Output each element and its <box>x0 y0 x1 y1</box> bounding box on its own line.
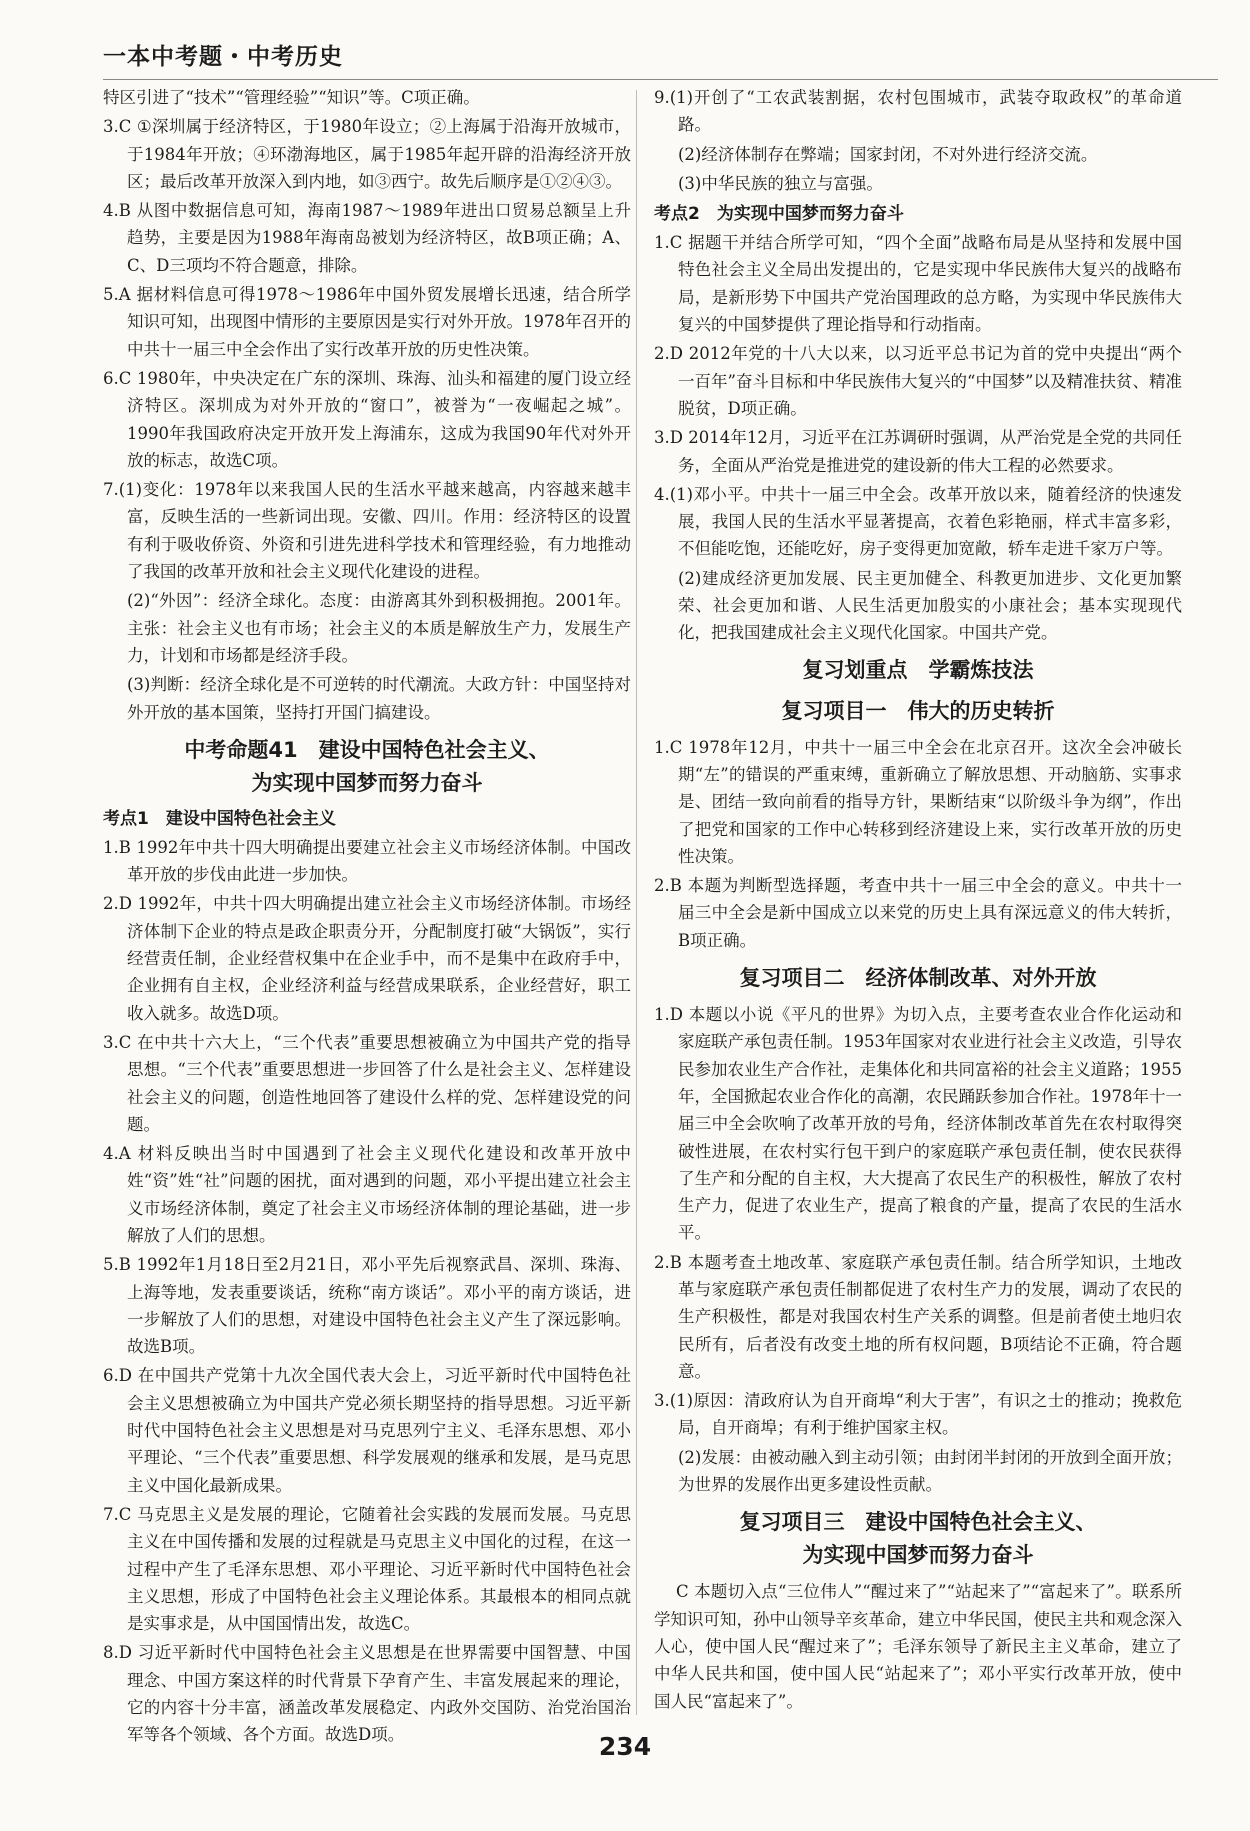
answer-item: 9.(1)开创了“工农武装割据，农村包围城市，武装夺取政权”的革命道路。 <box>654 88 1182 135</box>
answer-subitem: (2)建成经济更加发展、民主更加健全、科教更加进步、文化更加繁荣、社会更加和谐、人民生活更加殷实的小康社会；基本实现现代化，把我国建成社会主义现代化国家。中国共产党。 <box>678 568 1182 643</box>
answer-item: 7.C 马克思主义是发展的理论，它随着社会实践的发展而发展。马克思主义在中国传播和发展的过程就是马克思主义中国化的过程，在这一过程中产生了毛泽东思想、邓小平理论、习近平新时代中国特色社会主义思想，形成了中国特色社会主义理论体系。其最根本的相同点就是实事求是，从中国国情出发，故选C。 <box>103 1504 631 1634</box>
section-title-line-1: 中考命题41 建设中国特色社会主义、 <box>184 737 550 762</box>
answer-item: 1.C 据题干并结合所学可知，“四个全面”战略布局是从坚持和发展中国特色社会主义全局出发提出的，它是实现中华民族伟大复兴的战略布局，是新形势下中国共产党治国理政的总方略，为实现中华民族伟大复兴的中国梦提供了理论指导和行动指南。 <box>654 233 1182 335</box>
answer-item: 4.A 材料反映出当时中国遇到了社会主义现代化建设和改革开放中姓“资”姓“社”问题的困扰，面对遇到的问题，邓小平提出建立社会主义市场经济体制，奠定了社会主义市场经济体制的理论基础，进一步解放了人们的思想。 <box>103 1144 631 1245</box>
left-column <box>103 84 631 1751</box>
answer-item: 4.B 从图中数据信息可知，海南1987～1989年进出口贸易总额呈上升趋势，主要是因为1988年海南岛被划为经济特区，故B项正确；A、C、D三项均不符合题意，排除。 <box>103 201 631 275</box>
page-header-title: 一本中考题・中考历史 <box>103 44 343 70</box>
answer-item: 8.D 习近平新时代中国特色社会主义思想是在世界需要中国智慧、中国理念、中国方案这样的时代背景下孕育产生、丰富发展起来的理论，它的内容十分丰富，涵盖改革发展稳定、内政外交国防、治党治国治军等各个领域、各个方面。故选D项。 <box>103 1643 631 1745</box>
answer-item: 3.(1)原因：清政府认为自开商埠“利大于害”，有识之士的推动；挽救危局，自开商埠；有利于维护国家主权。 <box>654 1391 1182 1438</box>
answer-item: 2.D 1992年，中共十四大明确提出建立社会主义市场经济体制。市场经济体制下企业的特点是政企职责分开，分配制度打破“大锅饭”，实行经营责任制，企业经营权集中在企业手中，而不是集中在政府手中，企业拥有自主权，企业经济利益与经营成果联系，企业经营好，职工收入就多。故选D项。 <box>103 894 631 1023</box>
answer-item: 1.C 1978年12月，中共十一届三中全会在北京召开。这次全会冲破长期“左”的错误的严重束缚，重新确立了解放思想、开动脑筋、实事求是、团结一致向前看的指导方针，果断结束“以阶级斗争为纲”，作出了把党和国家的工作中心转移到经济建设上来，实行改革开放的历史性决策。 <box>654 737 1182 866</box>
topic-heading: 考点1 建设中国特色社会主义 <box>103 808 336 829</box>
column-divider <box>636 90 637 1715</box>
answer-item: 4.(1)邓小平。中共十一届三中全会。改革开放以来，随着经济的快速发展，我国人民的生活水平显著提高，衣着色彩艳丽，样式丰富多彩，不但能吃饱，还能吃好，房子变得更加宽敞，轿车走进千家万户等。 <box>654 484 1182 559</box>
answer-item: 5.A 据材料信息可得1978～1986年中国外贸发展增长迅速，结合所学知识可知，出现图中情形的主要原因是实行对外开放。1978年召开的中共十一届三中全会作出了实行改革开放的历史性决策。 <box>103 285 631 359</box>
review-project-title: 复习项目一 伟大的历史转折 <box>781 698 1055 723</box>
section-title <box>103 734 631 800</box>
answer-item: 7.(1)变化：1978年以来我国人民的生活水平越来越高，内容越来越丰富，反映生活的一些新词出现。安徽、四川。作用：经济特区的设置有利于吸收侨资、外资和引进先进科学技术和管理经验，有力地推动了我国的改革开放和社会主义现代化建设的进程。 <box>103 480 631 582</box>
answer-item: 3.C 在中共十六大上，“三个代表”重要思想被确立为中国共产党的指导思想。“三个代表”重要思想进一步回答了什么是社会主义、怎样建设社会主义的问题，创造性地回答了建设什么样的党、怎样建设党的问题。 <box>103 1032 631 1134</box>
review-project-title <box>654 1506 1182 1572</box>
answer-item: 2.B 本题为判断型选择题，考查中共十一届三中全会的意义。中共十一届三中全会是新中国成立以来党的历史上具有深远意义的伟大转折，B项正确。 <box>654 876 1182 950</box>
answer-item: 2.B 本题考查土地改革、家庭联产承包责任制。结合所学知识，土地改革与家庭联产承包责任制都促进了农村生产力的发展，调动了农民的生产积极性，都是对我国农村生产关系的调整。但是前者使土地归农民所有，后者没有改变土地的所有权问题，B项结论不正确，符合题意。 <box>654 1252 1182 1381</box>
answer-item: 3.C ①深圳属于经济特区，于1980年设立；②上海属于沿海开放城市，于1984年开放；④环渤海地区，属于1985年起开辟的沿海经济开放区；最后改革开放深入到内地，如③西宁。故先后顺序是①②④③。 <box>103 117 631 191</box>
review-highlight-heading: 复习划重点 学霸炼技法 <box>802 657 1034 682</box>
header-rule <box>103 79 1218 80</box>
answer-item: 1.D 本题以小说《平凡的世界》为切入点，主要考查农业合作化运动和家庭联产承包责任制。1953年国家对农业进行社会主义改造，引导农民参加农业生产合作社，走集体化和共同富裕的社会主义道路；1955年，全国掀起农业合作化的高潮，农民踊跃参加合作社。1978年十一届三中全会吹响了改革开放的号角，经济体制改革首先在农村取得突破性进展，在农村实行包干到户的家庭联产承包责任制，使农民获得了生产和分配的自主权，大大提高了农民生产的积极性，解放了农村生产力，促进了农业生产，提高了粮食的产量，提高了农民的生活水平。 <box>654 1005 1182 1243</box>
answer-subitem: (2)“外因”：经济全球化。态度：由游离其外到积极拥抱。2001年。主张：社会主义也有市场；社会主义的本质是解放生产力，发展生产力，计划和市场都是经济手段。 <box>127 591 631 665</box>
topic-heading: 考点2 为实现中国梦而努力奋斗 <box>654 204 904 225</box>
answer-subitem: (3)判断：经济全球化是不可逆转的时代潮流。大政方针：中国坚持对外开放的基本国策，坚持打开国门搞建设。 <box>127 675 631 722</box>
answer-item: 6.C 1980年，中央决定在广东的深圳、珠海、汕头和福建的厦门设立经济特区。深圳成为对外开放的“窗口”，被誉为“一夜崛起之城”。1990年我国政府决定开放开发上海浦东，这成为我国90年代对外开放的标志，故选C项。 <box>103 368 631 470</box>
section-title-line-2: 为实现中国梦而努力奋斗 <box>251 770 483 795</box>
page-number: 234 <box>598 1732 652 1761</box>
answer-paragraph: C 本题切入点“三位伟人”“醒过来了”“站起来了”“富起来了”。联系所学知识可知，孙中山领导辛亥革命，建立中华民国，使民主共和观念深入人心，使中国人民“醒过来了”；毛泽东领导了新民主主义革命，建立了中华人民共和国，使中国人民“站起来了”；邓小平实行改革开放，使中国人民“富起来了”。 <box>654 1582 1182 1711</box>
answer-item: 5.B 1992年1月18日至2月21日，邓小平先后视察武昌、深圳、珠海、上海等地，发表重要谈话，统称“南方谈话”。邓小平的南方谈话，进一步解放了人们的思想，对建设中国特色社会主义产生了深远影响。故选B项。 <box>103 1255 631 1357</box>
answer-subitem: (2)经济体制存在弊端；国家封闭，不对外进行经济交流。 <box>678 144 1098 164</box>
answer-subitem: (2)发展：由被动融入到主动引领；由封闭半封闭的开放到全面开放；为世界的发展作出更多建设性贡献。 <box>678 1447 1182 1495</box>
answer-item: 3.D 2014年12月，习近平在江苏调研时强调，从严治党是全党的共同任务，全面从严治党是推进党的建设新的伟大工程的必然要求。 <box>654 428 1182 475</box>
answer-continued: 特区引进了“技术”“管理经验”“知识”等。C项正确。 <box>103 88 480 107</box>
answer-item: 1.B 1992年中共十四大明确提出要建立社会主义市场经济体制。中国改革开放的步伐由此进一步加快。 <box>103 837 631 885</box>
right-column <box>654 84 1182 1717</box>
answer-item: 2.D 2012年党的十八大以来，以习近平总书记为首的党中央提出“两个一百年”奋斗目标和中华民族伟大复兴的“中国梦”以及精准扶贫、精准脱贫，D项正确。 <box>654 344 1182 418</box>
answer-item: 6.D 在中国共产党第十九次全国代表大会上，习近平新时代中国特色社会主义思想被确立为中国共产党必须长期坚持的指导思想。习近平新时代中国特色社会主义思想是对马克思列宁主义、毛泽东思想、邓小平理论、“三个代表”重要思想、科学发展观的继承和发展，是马克思主义中国化最新成果。 <box>103 1366 631 1495</box>
answer-subitem: (3)中华民族的独立与富强。 <box>678 173 883 193</box>
review-project-title-line-1: 复习项目三 建设中国特色社会主义、 <box>739 1510 1097 1535</box>
review-project-title: 复习项目二 经济体制改革、对外开放 <box>739 966 1097 991</box>
review-project-title-line-2: 为实现中国梦而努力奋斗 <box>802 1543 1034 1568</box>
